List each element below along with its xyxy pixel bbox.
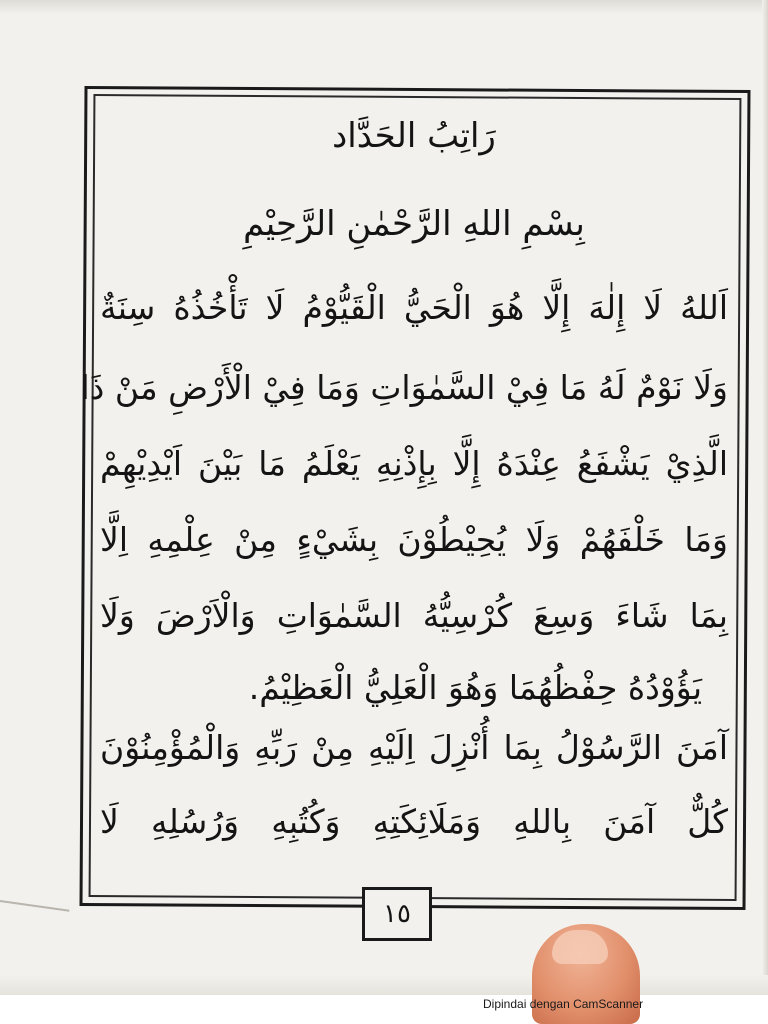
paper-bottom-edge <box>0 975 768 995</box>
basmala-line: بِسْمِ اللهِ الرَّحْمٰنِ الرَّحِيْمِ <box>243 204 585 244</box>
text-line-3: الَّذِيْ يَشْفَعُ عِنْدَهُ إِلَّا بِإِذْنِهِ يَعْلَمُ مَا بَيْنَ اَيْدِيْهِمْ <box>100 444 728 483</box>
page-content <box>80 102 732 892</box>
page-number: ١٥ <box>383 899 411 929</box>
text-line-1: اَللهُ لَا إِلٰهَ إِلَّا هُوَ الْحَيُّ الْقَيُّوْمُ لَا تَأْخُذُهُ سِنَةٌ <box>100 288 728 327</box>
text-line-2: وَلَا نَوْمٌ لَهُ مَا فِيْ السَّمٰوَاتِ وَمَا فِيْ الْأَرْضِ مَنْ ذَا <box>80 368 728 407</box>
fold-mark <box>0 900 69 912</box>
text-line-8: كُلٌّ آمَنَ بِاللهِ وَمَلَائِكَتِهِ وَكُتُبِهِ وَرُسُلِهِ لَا <box>100 802 728 841</box>
text-line-4: وَمَا خَلْفَهُمْ وَلَا يُحِيْطُوْنَ بِشَيْءٍ مِنْ عِلْمِهِ اِلَّا <box>100 520 728 559</box>
paper-top-shadow <box>0 0 768 14</box>
scanner-credit: Dipindai dengan CamScanner <box>483 997 644 1011</box>
paper-right-edge <box>762 0 768 992</box>
text-line-7: آمَنَ الرَّسُوْلُ بِمَا أُنْزِلَ اِلَيْهِ مِنْ رَبِّهِ وَالْمُؤْمِنُوْنَ <box>100 728 728 767</box>
page-title: رَاتِبُ الحَدَّاد <box>332 116 496 156</box>
text-line-5: بِمَا شَاءَ وَسِعَ كُرْسِيُّهُ السَّمٰوَاتِ وَالْاَرْضَ وَلَا <box>100 596 728 635</box>
text-line-6: يَؤُوْدُهُ حِفْظُهُمَا وَهُوَ الْعَلِيُّ الْعَظِيْمُ. <box>248 668 702 707</box>
page-number-box <box>362 887 432 941</box>
thumbnail-highlight <box>552 930 608 964</box>
